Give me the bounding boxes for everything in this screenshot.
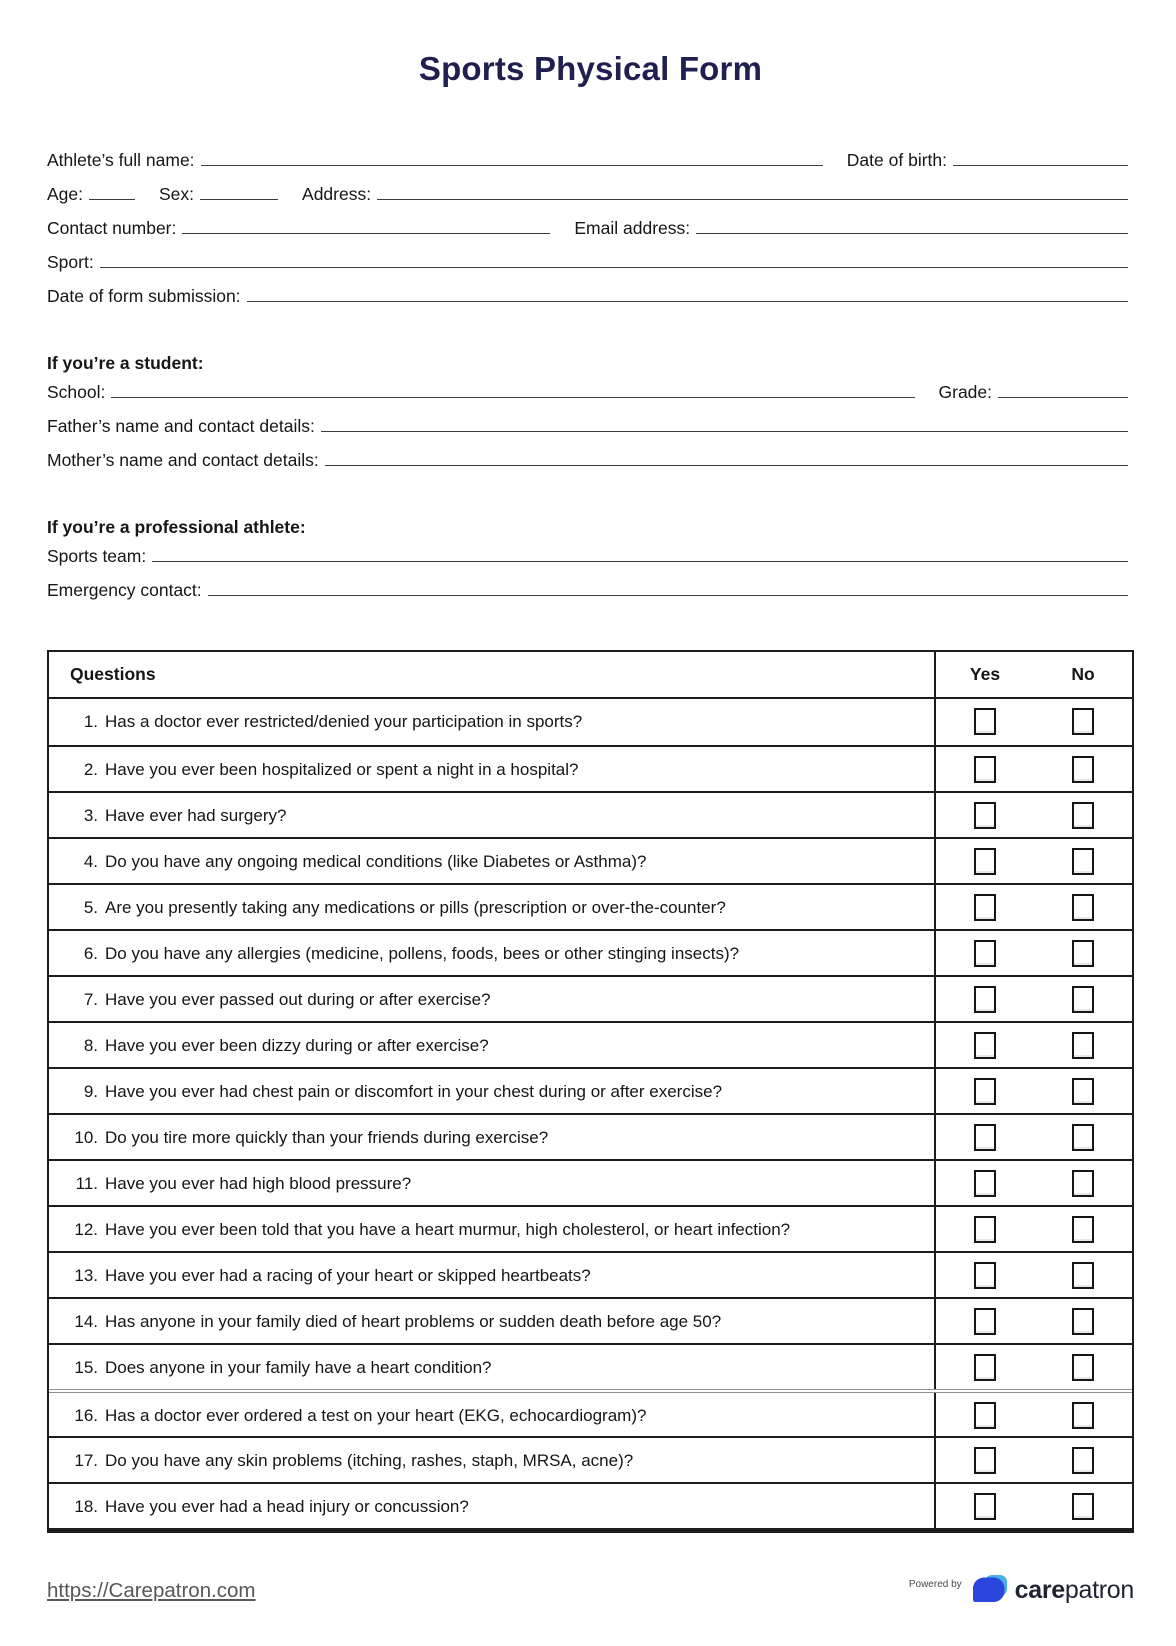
question-text: Are you presently taking any medications or pills (prescription or over-the-counter? [105, 898, 726, 917]
question-row [49, 975, 1132, 1021]
question-row [49, 791, 1132, 837]
yes-checkbox[interactable] [974, 1354, 996, 1381]
yes-checkbox[interactable] [974, 1216, 996, 1243]
email-input-line[interactable] [696, 216, 1128, 234]
no-checkbox[interactable] [1072, 802, 1094, 829]
question-row [49, 1113, 1132, 1159]
age-label: Age: [47, 184, 83, 205]
questions-table [47, 650, 1134, 1533]
question-text: Do you tire more quickly than your friends during exercise? [105, 1128, 549, 1147]
contact-number-label: Contact number: [47, 218, 177, 239]
yes-column-header: Yes [969, 664, 1001, 684]
question-row [49, 837, 1132, 883]
questions-table-header [49, 652, 1132, 699]
father-details-input-line[interactable] [321, 414, 1128, 432]
powered-by-label: Powered by [908, 1579, 962, 1590]
no-column-header: No [1071, 664, 1095, 684]
yes-checkbox[interactable] [974, 756, 996, 783]
no-checkbox[interactable] [1072, 708, 1094, 735]
carepatron-link[interactable]: https://Carepatron.com [47, 1578, 256, 1602]
no-checkbox[interactable] [1072, 1493, 1094, 1520]
submission-date-row [47, 284, 1134, 318]
question-text: Have ever had surgery? [105, 806, 287, 825]
contact-number-input-line[interactable] [182, 216, 550, 234]
question-text: Have you ever passed out during or after exercise? [105, 990, 491, 1009]
school-label: School: [47, 382, 106, 403]
no-checkbox[interactable] [1072, 986, 1094, 1013]
sports-team-label: Sports team: [47, 546, 147, 567]
page-footer [47, 1575, 1134, 1606]
emergency-contact-row [47, 578, 1134, 612]
no-checkbox[interactable] [1072, 1124, 1094, 1151]
question-text: Do you have any skin problems (itching, rashes, staph, MRSA, acne)? [105, 1451, 634, 1470]
question-row [49, 1067, 1132, 1113]
question-number: 13. [74, 1266, 98, 1285]
emergency-contact-label: Emergency contact: [47, 580, 202, 601]
question-text: Have you ever had high blood pressure? [105, 1174, 412, 1193]
sex-label: Sex: [159, 184, 195, 205]
question-number: 3. [83, 806, 98, 825]
question-row [49, 1205, 1132, 1251]
question-text: Do you have any allergies (medicine, pollens, foods, bees or other stinging insects)? [105, 944, 740, 963]
yes-checkbox[interactable] [974, 802, 996, 829]
sports-team-input-line[interactable] [152, 544, 1128, 562]
question-text: Have you ever had chest pain or discomfort in your chest during or after exercise? [105, 1082, 723, 1101]
question-row [49, 1159, 1132, 1205]
yes-checkbox[interactable] [974, 1402, 996, 1429]
yes-no-column-headers [934, 652, 1132, 697]
question-number: 9. [83, 1082, 98, 1101]
question-text: Has a doctor ever ordered a test on your heart (EKG, echocardiogram)? [105, 1406, 647, 1425]
question-text: Have you ever been told that you have a heart murmur, high cholesterol, or heart infection? [105, 1220, 791, 1239]
yes-checkbox[interactable] [974, 1078, 996, 1105]
question-number: 18. [74, 1497, 98, 1516]
question-text: Have you ever had a head injury or concussion? [105, 1497, 469, 1516]
no-checkbox[interactable] [1072, 1402, 1094, 1429]
no-checkbox[interactable] [1072, 1078, 1094, 1105]
mother-row [47, 448, 1134, 482]
question-row [49, 883, 1132, 929]
question-number: 10. [74, 1128, 98, 1147]
question-row [49, 1021, 1132, 1067]
no-checkbox[interactable] [1072, 756, 1094, 783]
professional-section-heading: If you’re a professional athlete: [47, 516, 306, 537]
question-row [49, 1343, 1132, 1389]
question-text: Has anyone in your family died of heart problems or sudden death before age 50? [105, 1312, 722, 1331]
no-checkbox[interactable] [1072, 848, 1094, 875]
question-number: 12. [74, 1220, 98, 1239]
name-dob-row [47, 148, 1134, 182]
question-number: 7. [83, 990, 98, 1009]
school-input-line[interactable] [111, 380, 914, 398]
question-number: 16. [74, 1406, 98, 1425]
question-row [49, 1482, 1132, 1528]
yes-checkbox[interactable] [974, 986, 996, 1013]
submission-date-input-line[interactable] [247, 284, 1128, 302]
question-number: 14. [74, 1312, 98, 1331]
no-checkbox[interactable] [1072, 1216, 1094, 1243]
questions-table-body [49, 699, 1132, 1528]
yes-checkbox[interactable] [974, 1262, 996, 1289]
question-row [49, 699, 1132, 745]
carepatron-logo-text [1015, 1576, 1134, 1605]
student-section-heading: If you’re a student: [47, 352, 204, 373]
sport-label: Sport: [47, 252, 94, 273]
no-checkbox[interactable] [1072, 1354, 1094, 1381]
yes-checkbox[interactable] [974, 1447, 996, 1474]
yes-checkbox[interactable] [974, 1124, 996, 1151]
yes-checkbox[interactable] [974, 894, 996, 921]
powered-by-brand [909, 1575, 1134, 1606]
sports-team-row [47, 544, 1134, 578]
question-number: 1. [83, 712, 98, 731]
yes-checkbox[interactable] [974, 1308, 996, 1335]
grade-input-line[interactable] [998, 380, 1128, 398]
dob-input-line[interactable] [953, 148, 1128, 166]
address-input-line[interactable] [377, 182, 1128, 200]
question-row [49, 929, 1132, 975]
submission-date-label: Date of form submission: [47, 286, 241, 307]
question-number: 6. [83, 944, 98, 963]
question-row [49, 745, 1132, 791]
question-row [49, 1436, 1132, 1482]
professional-section [47, 544, 1134, 612]
question-text: Does anyone in your family have a heart condition? [105, 1358, 492, 1377]
sport-input-line[interactable] [100, 250, 1128, 268]
sex-input-line[interactable] [200, 182, 278, 200]
question-number: 2. [83, 760, 98, 779]
no-checkbox[interactable] [1072, 1032, 1094, 1059]
emergency-contact-input-line[interactable] [208, 578, 1128, 596]
mother-details-label: Mother’s name and contact details: [47, 450, 319, 471]
age-input-line[interactable] [89, 182, 135, 200]
no-checkbox[interactable] [1072, 1262, 1094, 1289]
question-row [49, 1389, 1132, 1436]
logo-patron-text: patron [1064, 1576, 1134, 1604]
athlete-info-section [47, 148, 1134, 318]
no-checkbox[interactable] [1072, 1308, 1094, 1335]
no-checkbox[interactable] [1072, 1447, 1094, 1474]
age-sex-address-row [47, 182, 1134, 216]
question-number: 4. [83, 852, 98, 871]
questions-column-header: Questions [70, 664, 156, 684]
yes-checkbox[interactable] [974, 1032, 996, 1059]
mother-details-input-line[interactable] [325, 448, 1128, 466]
question-number: 15. [74, 1358, 98, 1377]
father-row [47, 414, 1134, 448]
logo-care-text: care [1014, 1576, 1065, 1604]
question-row [49, 1251, 1132, 1297]
question-text: Have you ever had a racing of your heart or skipped heartbeats? [105, 1266, 591, 1285]
dob-label: Date of birth: [846, 150, 947, 171]
address-label: Address: [302, 184, 372, 205]
father-details-label: Father’s name and contact details: [47, 416, 315, 437]
question-number: 5. [83, 898, 98, 917]
yes-checkbox[interactable] [974, 708, 996, 735]
grade-label: Grade: [938, 382, 992, 403]
question-text: Do you have any ongoing medical conditions (like Diabetes or Asthma)? [105, 852, 647, 871]
yes-checkbox[interactable] [974, 1170, 996, 1197]
question-text: Has a doctor ever restricted/denied your participation in sports? [105, 712, 583, 731]
no-checkbox[interactable] [1072, 940, 1094, 967]
yes-checkbox[interactable] [974, 848, 996, 875]
athlete-name-label: Athlete’s full name: [47, 150, 195, 171]
question-text: Have you ever been hospitalized or spent a night in a hospital? [105, 760, 579, 779]
question-row [49, 1297, 1132, 1343]
page-title: Sports Physical Form [418, 50, 763, 87]
sport-row [47, 250, 1134, 284]
question-text: Have you ever been dizzy during or after exercise? [105, 1036, 489, 1055]
contact-email-row [47, 216, 1134, 250]
student-section [47, 380, 1134, 482]
athlete-name-input-line[interactable] [201, 148, 823, 166]
no-checkbox[interactable] [1072, 894, 1094, 921]
yes-checkbox[interactable] [974, 940, 996, 967]
question-number: 17. [74, 1451, 98, 1470]
question-number: 8. [83, 1036, 98, 1055]
no-checkbox[interactable] [1072, 1170, 1094, 1197]
carepatron-logo-icon [972, 1575, 1008, 1606]
email-label: Email address: [574, 218, 691, 239]
yes-checkbox[interactable] [974, 1493, 996, 1520]
school-grade-row [47, 380, 1134, 414]
question-number: 11. [75, 1174, 98, 1193]
